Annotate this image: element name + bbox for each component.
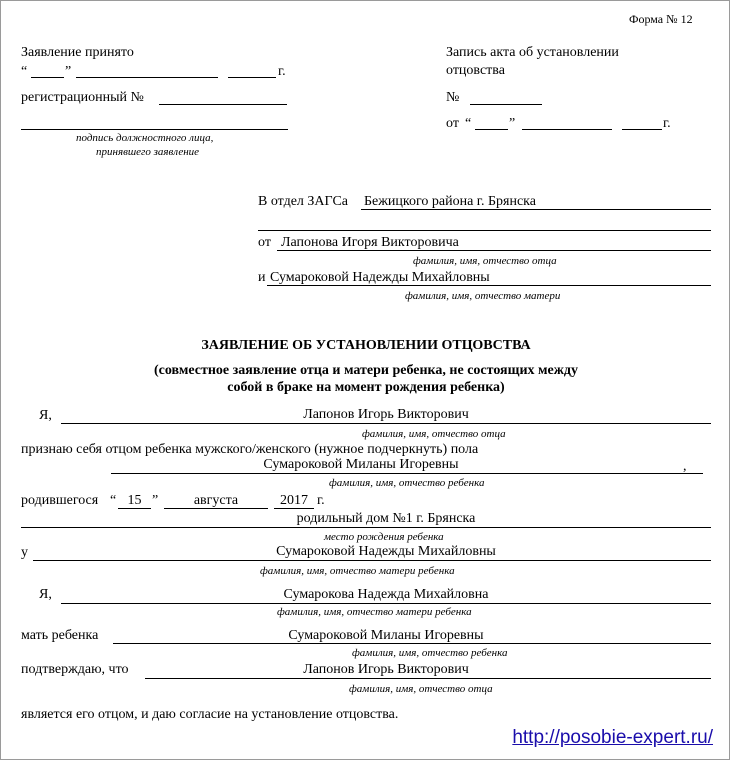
signature-caption-1: подпись должностного лица, — [76, 132, 214, 144]
father-i-label: Я, — [39, 408, 52, 423]
birth-place-caption: место рождения ребенка — [324, 531, 444, 543]
accepted-day-line — [31, 77, 64, 78]
mother-addressee-caption: фамилия, имя, отчество матери — [405, 290, 561, 302]
birth-place: родильный дом №1 г. Брянска — [296, 511, 476, 526]
document-title: ЗАЯВЛЕНИЕ ОБ УСТАНОВЛЕНИИ ОТЦОВСТВА — [201, 338, 531, 353]
record-from-label: от — [446, 116, 459, 131]
child-mother-label: мать ребенка — [21, 628, 99, 643]
birth-day: 15 — [127, 493, 142, 508]
birth-month: августа — [193, 493, 239, 508]
zags-value: Бежицкого района г. Брянска — [364, 194, 536, 209]
father-full-name-2: Лапонов Игорь Викторович — [303, 662, 469, 677]
father-caption: фамилия, имя, отчество отца — [362, 428, 506, 440]
reg-number-label: регистрационный № — [21, 90, 144, 105]
document-subtitle-2: собой в браке на момент рождения ребенка) — [227, 380, 505, 395]
record-year-line — [622, 129, 662, 130]
birth-quote-open: “ — [110, 493, 117, 508]
mother-full-line — [61, 603, 711, 604]
accepted-year-suffix: г. — [278, 64, 286, 79]
at-label: у — [21, 545, 28, 560]
record-title-1: Запись акта об установлении — [446, 45, 619, 60]
mother-full-name: Сумарокова Надежда Михайловна — [283, 587, 489, 602]
birth-year: 2017 — [280, 493, 308, 508]
record-number-label: № — [446, 90, 460, 105]
record-day-line — [475, 129, 508, 130]
mother-caption-2: фамилия, имя, отчество матери ребенка — [277, 606, 472, 618]
zags-line — [361, 209, 711, 210]
father-caption-2: фамилия, имя, отчество отца — [349, 683, 493, 695]
accepted-quote-open: “ — [21, 64, 28, 79]
father-full-name: Лапонов Игорь Викторович — [303, 407, 469, 422]
record-month-line — [522, 129, 612, 130]
record-quote-close: ” — [509, 116, 516, 131]
record-quote-open: “ — [465, 116, 472, 131]
document-subtitle-1: (совместное заявление отца и матери ребенка, не состоящих между — [153, 363, 578, 378]
mother-name-addressee: Сумароковой Надежды Михайловны — [270, 270, 490, 285]
child-line — [111, 473, 703, 474]
father-addressee-line — [277, 250, 711, 251]
birth-place-line — [21, 527, 711, 528]
birth-quote-close: ” — [152, 493, 159, 508]
born-label: родившегося — [21, 493, 99, 508]
mother-caption-1: фамилия, имя, отчество матери ребенка — [260, 565, 455, 577]
reg-number-line — [159, 104, 287, 105]
record-title-2: отцовства — [446, 63, 505, 78]
form-number: Форма № 12 — [629, 12, 693, 26]
record-number-line — [470, 104, 542, 105]
zags-label: В отдел ЗАГСа — [258, 194, 348, 209]
record-year-suffix: г. — [663, 116, 671, 131]
from-label: от — [258, 235, 271, 250]
signature-caption-2: принявшего заявление — [96, 146, 200, 158]
mother-i-label: Я, — [39, 587, 52, 602]
accepted-label: Заявление принято — [21, 45, 134, 60]
accepted-quote-close: ” — [65, 64, 72, 79]
father-line — [61, 423, 711, 424]
child-comma: , — [683, 459, 687, 474]
child-caption-2: фамилия, имя, отчество ребенка — [352, 647, 508, 659]
mother-genitive: Сумароковой Надежды Михайловны — [276, 544, 496, 559]
confirm-label: подтверждаю, что — [21, 662, 129, 677]
child-caption: фамилия, имя, отчество ребенка — [329, 477, 485, 489]
source-link[interactable]: http://posobie-expert.ru/ — [512, 727, 713, 748]
father-name-addressee: Лапонова Игоря Викторовича — [281, 235, 459, 250]
and-label: и — [258, 270, 266, 285]
signature-line — [21, 129, 288, 130]
zags-line-2 — [258, 230, 711, 231]
child-name: Сумароковой Миланы Игоревны — [263, 457, 459, 472]
closing-statement: является его отцом, и даю согласие на установление отцовства. — [21, 707, 399, 722]
child-name-2: Сумароковой Миланы Игоревны — [288, 628, 484, 643]
accepted-year-line — [228, 77, 276, 78]
recognize-text: признаю себя отцом ребенка мужского/женского (нужное подчеркнуть) пола — [21, 442, 479, 457]
mother-genitive-line — [33, 560, 711, 561]
father-addressee-caption: фамилия, имя, отчество отца — [413, 255, 557, 267]
mother-addressee-line — [267, 285, 711, 286]
birth-year-suffix: г. — [317, 493, 325, 508]
father-full-2-line — [145, 678, 711, 679]
accepted-month-line — [76, 77, 218, 78]
